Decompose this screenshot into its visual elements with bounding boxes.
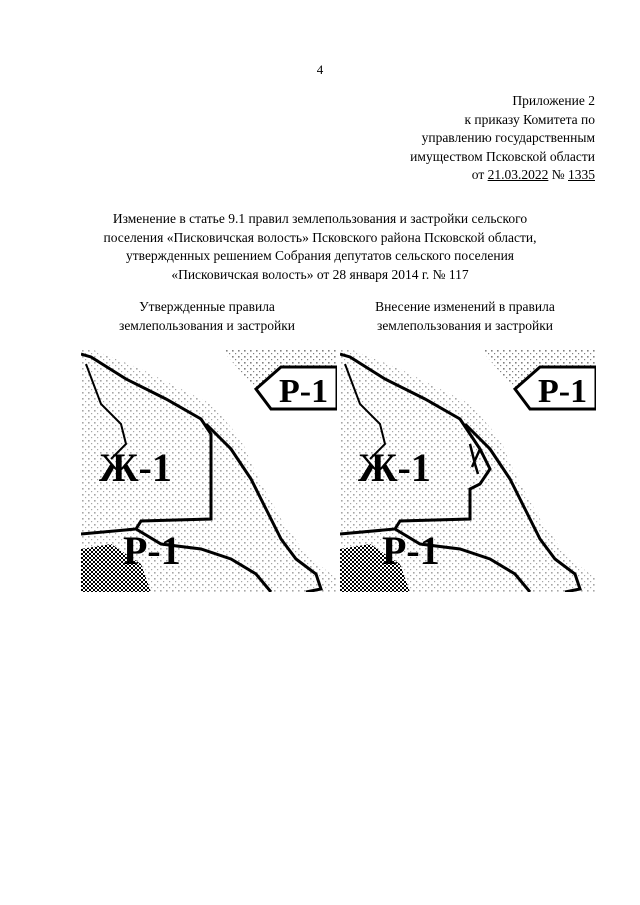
title-line: утвержденных решением Собрания депутатов сельского поселения bbox=[126, 248, 514, 263]
order-date: 21.03.2022 bbox=[487, 167, 549, 182]
appendix-line: Приложение 2 bbox=[512, 93, 595, 108]
title-line: Изменение в статье 9.1 правил землепользования и застройки сельского bbox=[112, 211, 528, 226]
map-changes-svg bbox=[340, 349, 596, 592]
map-approved-svg bbox=[81, 349, 337, 592]
zone-label-r-bottom: Р-1 bbox=[382, 528, 440, 573]
number-prefix: № bbox=[548, 167, 568, 182]
title-line: поселения «Писковичская волость» Псковского района Псковской области, bbox=[103, 229, 537, 245]
zone-label-zh: Ж-1 bbox=[358, 445, 431, 490]
map-approved bbox=[81, 349, 337, 592]
page-number: 4 bbox=[316, 62, 324, 77]
zone-label-r-bottom: Р-1 bbox=[123, 528, 181, 573]
zone-label-r-top: Р-1 bbox=[538, 373, 588, 410]
document-title bbox=[60, 210, 580, 284]
caption-line: землепользования и застройки bbox=[376, 317, 553, 333]
caption-line: Утвержденные правила bbox=[139, 299, 275, 314]
map-changes bbox=[340, 349, 596, 592]
caption-line: землепользования и застройки bbox=[118, 317, 295, 333]
title-line: «Писковичская волость» от 28 января 2014 г. № 117 bbox=[171, 266, 469, 282]
left-column-caption bbox=[82, 298, 332, 335]
appendix-line: к приказу Комитета по bbox=[464, 111, 595, 127]
zone-label-zh: Ж-1 bbox=[99, 445, 172, 490]
appendix-block bbox=[410, 92, 595, 185]
right-column-caption bbox=[340, 298, 590, 335]
date-prefix: от bbox=[471, 167, 488, 182]
caption-line: Внесение изменений в правила bbox=[375, 299, 555, 314]
zone-label-r-top: Р-1 bbox=[279, 373, 329, 410]
order-number: 1335 bbox=[568, 167, 595, 182]
appendix-line: имуществом Псковской области bbox=[410, 148, 595, 164]
appendix-line: управлению государственным bbox=[421, 130, 595, 145]
appendix-date-line bbox=[410, 166, 595, 185]
